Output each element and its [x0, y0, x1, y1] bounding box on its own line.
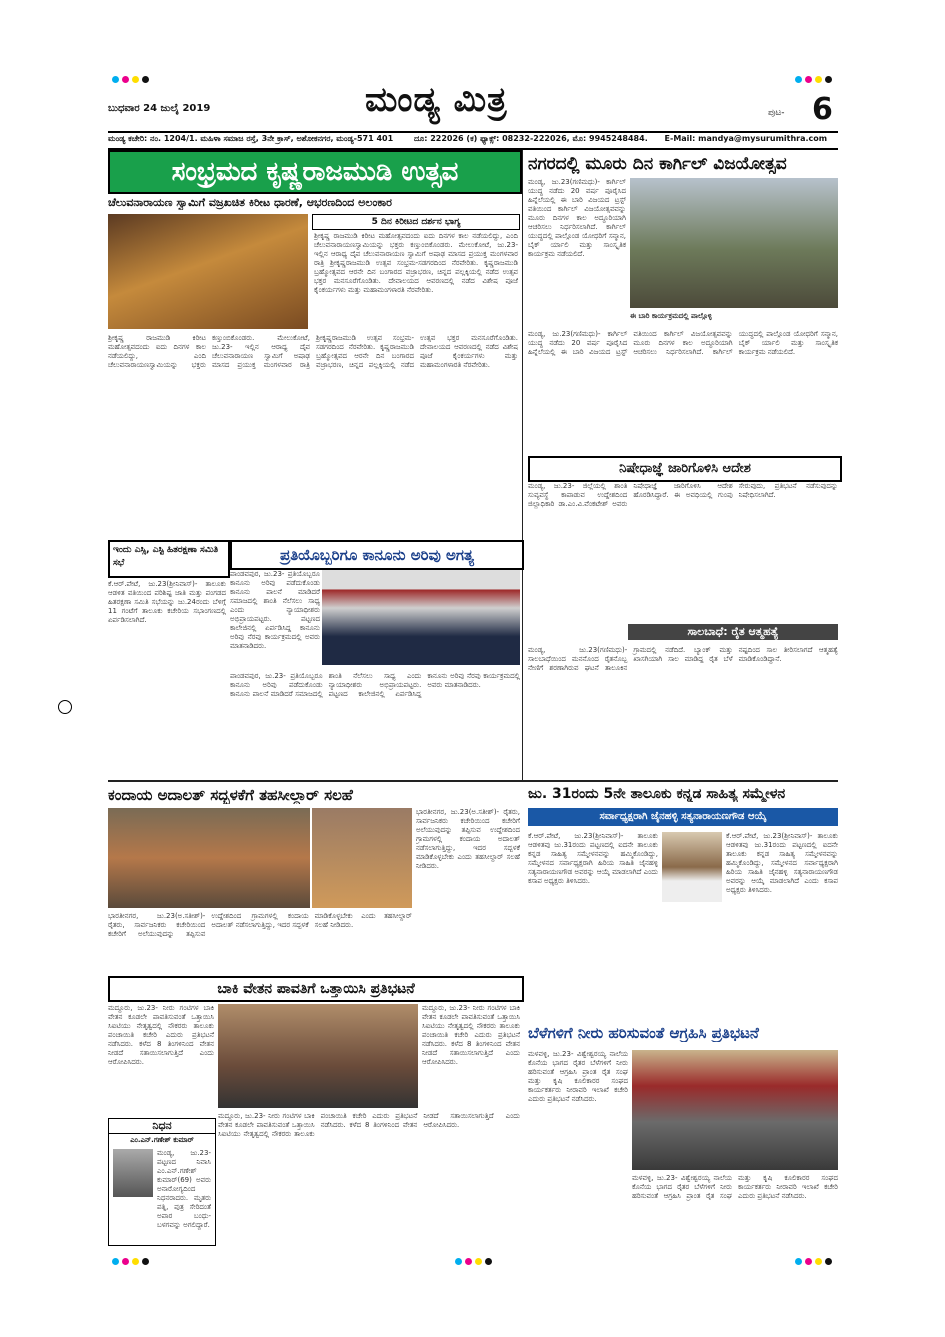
a9-body-cols: ಮದ್ದೂರು, ಜು.23- ನೀರು ಗಂಟಿಗಳ ಬಾಕಿ ವೇತನ ಕೂಡಲೇ ಪಾವತಿಸುವಂತೆ ಒತ್ತಾಯಿಸಿ ಸಿಐಟಿಯು ನೇತೃತ್ವದಲ್ಲಿ ನೌಕರರು ತಾಲೂಕು ಪಂಚಾಯಿತಿ ಕಚೇರಿ ಎದುರು ಪ್ರತಿಭಟನೆ ನಡೆಸಿದರು. ಕಳೆದ 8 ತಿಂಗಳಿನಿಂದ ವೇತನ ನೀಡದೆ ಸತಾಯಿಸಲಾಗುತ್ತಿದೆ ಎಂದು ಆರೋಪಿಸಿದರು.: [218, 1112, 520, 1138]
a4-headline-box: [230, 540, 524, 570]
a7-body-right: ಭಾರತೀನಗರ, ಜು.23(ಅ.ಸತೀಶ್)- ರೈತರು, ಸಾರ್ವಜನಿಕರು ಕಚೇರಿಯಿಂದ ಕಚೇರಿಗೆ ಅಲೆಯುವುದನ್ನು ತಪ್ಪಿಸುವ ಉದ್ದೇಶದಿಂದ ಗ್ರಾಮಗಳಲ್ಲಿ ಕಂದಾಯ ಅದಾಲತ್ ನಡೆಸಲಾಗುತ್ತಿದ್ದು, ಇದರ ಸದ್ಬಳಕೆ ಮಾಡಿಕೊಳ್ಳಬೇಕು ಎಂದು ತಹಸೀಲ್ದಾರ್ ಸಲಹೆ ನೀಡಿದರು.: [416, 808, 520, 870]
page-number-box: [768, 94, 838, 128]
a8-photo: [662, 832, 722, 902]
a3-body: ಕೆ.ಆರ್.ಪೇಟೆ, ಜು.23(ಶ್ರೀನಿವಾಸ್)- ತಾಲೂಕು ಆಡಳಿತ ವತಿಯಿಂದ ಪರಿಶಿಷ್ಟ ಜಾತಿ ಮತ್ತು ಪಂಗಡದ ಹಿತರಕ್ಷಣಾ ಸಮಿತಿ ಸಭೆಯನ್ನು ಜು.24ರಂದು ಬೆಳಿಗ್ಗೆ 11 ಗಂಟೆಗೆ ತಾಲೂಕು ಕಚೇರಿಯ ಸಭಾಂಗಣದಲ್ಲಿ ಏರ್ಪಡಿಸಲಾಗಿದೆ.: [108, 580, 226, 624]
obit-headline: ನಿಧನ: [109, 1119, 215, 1134]
a1-photo: [108, 214, 308, 329]
color-bar-top-right: [795, 68, 835, 87]
a1-body-top: ಶ್ರೀಕೃಷ್ಣ ರಾಜಮುಡಿ ಕಿರೀಟ ಮಹೋತ್ಸವದಂದು ಐದು ದಿನಗಳ ಕಾಲ ನಡೆಯಲಿದ್ದು, ಎಂದಿ ಚೆಲುವನಾರಾಯಣಸ್ವಾಮಿಯನ್ನು ಭಕ್ತರು ಕಣ್ತುಂಬಿಕೊಂಡರು. ಮೇಲುಕೋಟೆ, ಜು.23- ಇಲ್ಲಿನ ಆರಾಧ್ಯ ದೈವ ಚೆಲುವನಾರಾಯಣ ಸ್ವಾಮಿಗೆ ಅಷಾಢ ಮಾಸದ ಪ್ರಯುಕ್ತ ಮಂಗಳವಾರ ರಾತ್ರಿ ಶ್ರೀಕೃಷ್ಣರಾಜಮುಡಿ ಉತ್ಸವ ಸಂಭ್ರಮ-ಸಡಗರದಿಂದ ನೆರವೇರಿತು. ಕೃಷ್ಣರಾಜಮುಡಿ ಬ್ರಹ್ಮೋತ್ಸವದ ಆರನೇ ದಿನ ಬಂಗಾರದ ವಜ್ರಾಭರಣ, ಚಿನ್ನದ ಪಲ್ಲಕ್ಕಿಯಲ್ಲಿ ನಡೆದ ಉತ್ಸವ ಭಕ್ತರ ಮನಸೂರೆಗೊಂಡಿತು. ದೇವಾಲಯದ ಆವರಣದಲ್ಲಿ ನಡೆದ ವಿಶೇಷ ಪೂಜೆ ಕೈಂಕರ್ಯಗಳು ಮತ್ತು ಮಹಾಮಂಗಳಾರತಿ ನೆರವೇರಿತು.: [314, 232, 518, 294]
a1-body-cols: ಶ್ರೀಕೃಷ್ಣ ರಾಜಮುಡಿ ಕಿರೀಟ ಮಹೋತ್ಸವದಂದು ಐದು ದಿನಗಳ ಕಾಲ ನಡೆಯಲಿದ್ದು, ಎಂದಿ ಚೆಲುವನಾರಾಯಣಸ್ವಾಮಿಯನ್ನು ಭಕ್ತರು ಕಣ್ತುಂಬಿಕೊಂಡರು. ಮೇಲುಕೋಟೆ, ಜು.23- ಇಲ್ಲಿನ ಆರಾಧ್ಯ ದೈವ ಚೆಲುವನಾರಾಯಣ ಸ್ವಾಮಿಗೆ ಅಷಾಢ ಮಾಸದ ಪ್ರಯುಕ್ತ ಮಂಗಳವಾರ ರಾತ್ರಿ ಶ್ರೀಕೃಷ್ಣರಾಜಮುಡಿ ಉತ್ಸವ ಸಂಭ್ರಮ-ಸಡಗರದಿಂದ ನೆರವೇರಿತು. ಕೃಷ್ಣರಾಜಮುಡಿ ಬ್ರಹ್ಮೋತ್ಸವದ ಆರನೇ ದಿನ ಬಂಗಾರದ ವಜ್ರಾಭರಣ, ಚಿನ್ನದ ಪಲ್ಲಕ್ಕಿಯಲ್ಲಿ ನಡೆದ ಉತ್ಸವ ಭಕ್ತರ ಮನಸೂರೆಗೊಂಡಿತು. ದೇವಾಲಯದ ಆವರಣದಲ್ಲಿ ನಡೆದ ವಿಶೇಷ ಪೂಜೆ ಕೈಂಕರ್ಯಗಳು ಮತ್ತು ಮಹಾಮಂಗಳಾರತಿ ನೆರವೇರಿತು.: [108, 334, 518, 369]
section-rule: [108, 780, 838, 782]
a4-body-cols: ಪಾಂಡವಪುರ, ಜು.23- ಪ್ರತಿಯೊಬ್ಬರೂ ಕಾನೂನು ಅರಿವು ಪಡೆದುಕೊಂಡು ಕಾನೂನು ಪಾಲನೆ ಮಾಡಿದರೆ ಸಮಾಜದಲ್ಲಿ ಶಾಂತಿ ನೆಲೆಸಲು ಸಾಧ್ಯ ಎಂದು ನ್ಯಾಯಾಧೀಶರು ಅಭಿಪ್ರಾಯಪಟ್ಟರು. ಪಟ್ಟಣದ ಕಾಲೇಜಿನಲ್ಲಿ ಏರ್ಪಡಿಸಿದ್ದ ಕಾನೂನು ಅರಿವು ನೆರವು ಕಾರ್ಯಕ್ರಮದಲ್ಲಿ ಅವರು ಮಾತನಾಡಿದರು.: [230, 672, 520, 698]
a2-body: ಮಂಡ್ಯ, ಜು.23(ಗಣಿಮಧು)- ಕಾರ್ಗಿಲ್ ಯುದ್ಧ ನಡೆದು 20 ವರ್ಷ ಪೂರೈಸಿದ ಹಿನ್ನೆಲೆಯಲ್ಲಿ ಈ ಬಾರಿ ವಿಜಯದ ಟ್ರಸ್ಟ್ ವತಿಯಿಂದ ಕಾರ್ಗಿಲ್ ವಿಜಯೋತ್ಸವವನ್ನು ಮೂರು ದಿನಗಳ ಕಾಲ ಅದ್ಧೂರಿಯಾಗಿ ಆಚರಿಸಲು ನಿರ್ಧರಿಸಲಾಗಿದೆ. ಕಾರ್ಗಿಲ್ ಯುದ್ಧದಲ್ಲಿ ಪಾಲ್ಗೊಂಡ ಯೋಧರಿಗೆ ಸನ್ಮಾನ, ಬೈಕ್ ರ್ಯಾಲಿ ಮತ್ತು ಸಾಂಸ್ಕೃತಿಕ ಕಾರ್ಯಕ್ರಮ ನಡೆಯಲಿದೆ.: [528, 178, 626, 258]
email-text: E-Mail: mandya@mysurumithra.com: [664, 134, 828, 143]
a2-body-cols: ಮಂಡ್ಯ, ಜು.23(ಗಣಿಮಧು)- ಕಾರ್ಗಿಲ್ ಯುದ್ಧ ನಡೆದು 20 ವರ್ಷ ಪೂರೈಸಿದ ಹಿನ್ನೆಲೆಯಲ್ಲಿ ಈ ಬಾರಿ ವಿಜಯದ ಟ್ರಸ್ಟ್ ವತಿಯಿಂದ ಕಾರ್ಗಿಲ್ ವಿಜಯೋತ್ಸವವನ್ನು ಮೂರು ದಿನಗಳ ಕಾಲ ಅದ್ಧೂರಿಯಾಗಿ ಆಚರಿಸಲು ನಿರ್ಧರಿಸಲಾಗಿದೆ. ಕಾರ್ಗಿಲ್ ಯುದ್ಧದಲ್ಲಿ ಪಾಲ್ಗೊಂಡ ಯೋಧರಿಗೆ ಸನ್ಮಾನ, ಬೈಕ್ ರ್ಯಾಲಿ ಮತ್ತು ಸಾಂಸ್ಕೃತಿಕ ಕಾರ್ಯಕ್ರಮ ನಡೆಯಲಿದೆ.: [528, 330, 838, 356]
headline-banner-a1: [108, 150, 522, 194]
a9-headline: ಬಾಕಿ ವೇತನ ಪಾವತಿಗೆ ಒತ್ತಾಯಿಸಿ ಪ್ರತಿಭಟನೆ: [217, 981, 415, 997]
a5-headline: ನಿಷೇಧಾಜ್ಞೆ ಜಾರಿಗೊಳಿಸಿ ಆದೇಶ: [619, 461, 751, 476]
a5-headline-box: [528, 456, 842, 482]
phone-text: ದೂ: 222026 (ಕ) ಫ್ಯಾಕ್ಸ್: 08232-222026, ಮೊ: 9945248484.: [413, 134, 648, 143]
page-label: ಪುಟ-: [768, 108, 785, 118]
a10-headline: ಬೆಳೆಗಳಿಗೆ ನೀರು ಹರಿಸುವಂತೆ ಆಗ್ರಹಿಸಿ ಪ್ರತಿಭಟನೆ: [528, 1024, 759, 1042]
a7-photo: [108, 808, 310, 908]
color-bar-right: [795, 1250, 835, 1269]
a1-kicker-box: [312, 214, 520, 230]
a1-subhead: ಚೆಲುವನಾರಾಯಣ ಸ್ವಾಮಿಗೆ ವಜ್ರಖಚಿತ ಕಿರೀಟ ಧಾರಣೆ, ಆಭರಣದಿಂದ ಅಲಂಕಾರ: [108, 196, 392, 209]
a1-kicker: 5 ದಿನ ಕಿರೀಟದ ದರ್ಶನ ಭಾಗ್ಯ: [371, 217, 461, 227]
color-bar-mid: [455, 1250, 495, 1269]
a8-body: ಕೆ.ಆರ್.ಪೇಟೆ, ಜು.23(ಶ್ರೀನಿವಾಸ್)- ತಾಲೂಕು ಆಡಳಿತವು ಜು.31ರಂದು ಪಟ್ಟಣದಲ್ಲಿ ಐದನೇ ತಾಲೂಕು ಕನ್ನಡ ಸಾಹಿತ್ಯ ಸಮ್ಮೇಳನವನ್ನು ಹಮ್ಮಿಕೊಂಡಿದ್ದು, ಸಮ್ಮೇಳನದ ಸರ್ವಾಧ್ಯಕ್ಷರಾಗಿ ಹಿರಿಯ ಸಾಹಿತಿ ಜೈನಹಳ್ಳಿ ಸತ್ಯನಾರಾಯಣಗೌಡ ಅವರನ್ನು ಆಯ್ಕೆ ಮಾಡಲಾಗಿದೆ ಎಂದು ಕಸಾಪ ಅಧ್ಯಕ್ಷರು ತಿಳಿಸಿದರು.: [528, 832, 658, 885]
a2-headline: ನಗರದಲ್ಲಿ ಮೂರು ದಿನ ಕಾರ್ಗಿಲ್ ವಿಜಯೋತ್ಸವ: [528, 154, 787, 174]
obit-photo: [113, 1149, 153, 1197]
address-strip: [108, 131, 838, 150]
a2-photo: [630, 178, 838, 308]
a6-body: ಮಂಡ್ಯ, ಜು.23(ಗಣಿಮಧು)- ಸಾಲಬಾಧೆಯಿಂದ ಮನನೊಂದ ರೈತನೊಬ್ಬ ನೇಣಿಗೆ ಶರಣಾಗಿರುವ ಘಟನೆ ತಾಲೂಕಿನ ಗ್ರಾಮದಲ್ಲಿ ನಡೆದಿದೆ. ಬ್ಯಾಂಕ್ ಮತ್ತು ಖಾಸಗಿಯಾಗಿ ಸಾಲ ಮಾಡಿದ್ದ ರೈತ ಬೆಳೆ ನಷ್ಟದಿಂದ ಸಾಲ ತೀರಿಸಲಾಗದೆ ಆತ್ಮಹತ್ಯೆ ಮಾಡಿಕೊಂಡಿದ್ದಾನೆ.: [528, 646, 838, 672]
a9-body-left: ಮದ್ದೂರು, ಜು.23- ನೀರು ಗಂಟಿಗಳ ಬಾಕಿ ವೇತನ ಕೂಡಲೇ ಪಾವತಿಸುವಂತೆ ಒತ್ತಾಯಿಸಿ ಸಿಐಟಿಯು ನೇತೃತ್ವದಲ್ಲಿ ನೌಕರರು ತಾಲೂಕು ಪಂಚಾಯಿತಿ ಕಚೇರಿ ಎದುರು ಪ್ರತಿಭಟನೆ ನಡೆಸಿದರು. ಕಳೆದ 8 ತಿಂಗಳಿನಿಂದ ವೇತನ ನೀಡದೆ ಸತಾಯಿಸಲಾಗುತ್ತಿದೆ ಎಂದು ಆರೋಪಿಸಿದರು.: [108, 1004, 214, 1066]
a8-body-right: ಕೆ.ಆರ್.ಪೇಟೆ, ಜು.23(ಶ್ರೀನಿವಾಸ್)- ತಾಲೂಕು ಆಡಳಿತವು ಜು.31ರಂದು ಪಟ್ಟಣದಲ್ಲಿ ಐದನೇ ತಾಲೂಕು ಕನ್ನಡ ಸಾಹಿತ್ಯ ಸಮ್ಮೇಳನವನ್ನು ಹಮ್ಮಿಕೊಂಡಿದ್ದು, ಸಮ್ಮೇಳನದ ಸರ್ವಾಧ್ಯಕ್ಷರಾಗಿ ಹಿರಿಯ ಸಾಹಿತಿ ಜೈನಹಳ್ಳಿ ಸತ್ಯನಾರಾಯಣಗೌಡ ಅವರನ್ನು ಆಯ್ಕೆ ಮಾಡಲಾಗಿದೆ ಎಂದು ಕಸಾಪ ಅಧ್ಯಕ್ಷರು ತಿಳಿಸಿದರು.: [726, 832, 838, 894]
a10-photo: [632, 1050, 838, 1170]
a8-subhead: ಸರ್ವಾಧ್ಯಕ್ಷರಾಗಿ ಜೈನಹಳ್ಳಿ ಸತ್ಯನಾರಾಯಣಗೌಡ ಆಯ್ಕೆ: [528, 808, 838, 826]
a8-headline: ಜು. 31ರಂದು 5ನೇ ತಾಲೂಕು ಕನ್ನಡ ಸಾಹಿತ್ಯ ಸಮ್ಮೇಳನ: [528, 786, 786, 802]
masthead: ಮಂಡ್ಯ ಮಿತ್ರ: [365, 80, 508, 120]
a2-photo-caption: ಈ ಬಾರಿ ಕಾರ್ಯಕ್ರಮದಲ್ಲಿ ಪಾಲ್ಗೊಳ್ಳಿ: [630, 312, 712, 320]
a10-body-cols: ಮಳವಳ್ಳಿ, ಜು.23- ವಿಶ್ವೇಶ್ವರಯ್ಯ ನಾಲೆಯ ಕೊನೆಯ ಭಾಗದ ರೈತರ ಬೆಳೆಗಳಿಗೆ ನೀರು ಹರಿಸುವಂತೆ ಆಗ್ರಹಿಸಿ ಪ್ರಾಂತ ರೈತ ಸಂಘ ಮತ್ತು ಕೃಷಿ ಕೂಲಿಕಾರರ ಸಂಘದ ಕಾರ್ಯಕರ್ತರು ನೀರಾವರಿ ಇಲಾಖೆ ಕಚೇರಿ ಎದುರು ಪ್ರತಿಭಟನೆ ನಡೆಸಿದರು.: [632, 1174, 838, 1200]
color-bar-left: [112, 1250, 152, 1269]
a3-headline: ಇಂದು ಎಸ್ಸಿ, ಎಸ್ಟಿ ಹಿತರಕ್ಷಣಾ ಸಮಿತಿ ಸಭೆ: [113, 545, 219, 568]
color-bar-top-left: [112, 68, 152, 87]
a7-headline: ಕಂದಾಯ ಅದಾಲತ್ ಸದ್ಬಳಕೆಗೆ ತಹಸೀಲ್ದಾರ್ ಸಲಹೆ: [108, 786, 353, 804]
issue-date: ಬುಧವಾರ 24 ಜುಲೈ 2019: [108, 103, 211, 114]
page-number: 6: [812, 92, 833, 127]
a7-body-cols: ಭಾರತೀನಗರ, ಜು.23(ಅ.ಸತೀಶ್)- ರೈತರು, ಸಾರ್ವಜನಿಕರು ಕಚೇರಿಯಿಂದ ಕಚೇರಿಗೆ ಅಲೆಯುವುದನ್ನು ತಪ್ಪಿಸುವ ಉದ್ದೇಶದಿಂದ ಗ್ರಾಮಗಳಲ್ಲಿ ಕಂದಾಯ ಅದಾಲತ್ ನಡೆಸಲಾಗುತ್ತಿದ್ದು, ಇದರ ಸದ್ಬಳಕೆ ಮಾಡಿಕೊಳ್ಳಬೇಕು ಎಂದು ತಹಸೀಲ್ದಾರ್ ಸಲಹೆ ನೀಡಿದರು.: [108, 912, 412, 938]
a7-photo-2: [312, 808, 412, 908]
column-rule-main: [522, 150, 523, 780]
a9-body-right: ಮದ್ದೂರು, ಜು.23- ನೀರು ಗಂಟಿಗಳ ಬಾಕಿ ವೇತನ ಕೂಡಲೇ ಪಾವತಿಸುವಂತೆ ಒತ್ತಾಯಿಸಿ ಸಿಐಟಿಯು ನೇತೃತ್ವದಲ್ಲಿ ನೌಕರರು ತಾಲೂಕು ಪಂಚಾಯಿತಿ ಕಚೇರಿ ಎದುರು ಪ್ರತಿಭಟನೆ ನಡೆಸಿದರು. ಕಳೆದ 8 ತಿಂಗಳಿನಿಂದ ವೇತನ ನೀಡದೆ ಸತಾಯಿಸಲಾಗುತ್ತಿದೆ ಎಂದು ಆರೋಪಿಸಿದರು.: [422, 1004, 520, 1066]
address-text: ಮಂಡ್ಯ ಕಚೇರಿ: ನಂ. 1204/1. ಮಹಿಳಾ ಸಮಾಜ ರಸ್ತೆ, 3ನೇ ಕ್ರಾಸ್, ಅಶೋಕನಗರ, ಮಂಡ್ಯ-571 401: [108, 134, 394, 143]
a9-headline-box: [108, 976, 524, 1002]
a4-headline: ಪ್ರತಿಯೊಬ್ಬರಿಗೂ ಕಾನೂನು ಅರಿವು ಅಗತ್ಯ: [279, 546, 475, 564]
a4-body-left: ಪಾಂಡವಪುರ, ಜು.23- ಪ್ರತಿಯೊಬ್ಬರೂ ಕಾನೂನು ಅರಿವು ಪಡೆದುಕೊಂಡು ಕಾನೂನು ಪಾಲನೆ ಮಾಡಿದರೆ ಸಮಾಜದಲ್ಲಿ ಶಾಂತಿ ನೆಲೆಸಲು ಸಾಧ್ಯ ಎಂದು ನ್ಯಾಯಾಧೀಶರು ಅಭಿಪ್ರಾಯಪಟ್ಟರು. ಪಟ್ಟಣದ ಕಾಲೇಜಿನಲ್ಲಿ ಏರ್ಪಡಿಸಿದ್ದ ಕಾನೂನು ಅರಿವು ನೆರವು ಕಾರ್ಯಕ್ರಮದಲ್ಲಿ ಅವರು ಮಾತನಾಡಿದರು.: [230, 570, 320, 650]
obit-box: [108, 1118, 216, 1246]
registration-mark-left: [58, 700, 72, 714]
a9-photo: [218, 1004, 418, 1108]
a1-headline: ಸಂಭ್ರಮದ ಕೃಷ್ಣರಾಜಮುಡಿ ಉತ್ಸವ: [171, 157, 459, 187]
obit-body: ಮಂಡ್ಯ, ಜು.23- ಪಟ್ಟಣದ ನಿವಾಸಿ ಎಂ.ಎನ್.ಗಣೇಶ್ ಕುಮಾರ್(69) ಅವರು ಅನಾರೋಗ್ಯದಿಂದ ನಿಧನರಾದರು. ಮೃತರು ಪತ್ನಿ, ಪುತ್ರ ಸೇರಿದಂತೆ ಅಪಾರ ಬಂಧು-ಬಳಗವನ್ನು ಅಗಲಿದ್ದಾರೆ.: [157, 1149, 211, 1229]
a6-headline: ಸಾಲಬಾಧೆ: ರೈತ ಆತ್ಮಹತ್ಯೆ: [628, 624, 838, 640]
a5-body: ಮಂಡ್ಯ, ಜು.23- ಜಿಲ್ಲೆಯಲ್ಲಿ ಶಾಂತಿ ಸುವ್ಯವಸ್ಥೆ ಕಾಪಾಡುವ ಉದ್ದೇಶದಿಂದ ಜಿಲ್ಲಾಧಿಕಾರಿ ಡಾ.ಎಂ.ವಿ.ವೆಂಕಟೇಶ್ ಅವರು ನಿಷೇಧಾಜ್ಞೆ ಜಾರಿಗೊಳಿಸಿ ಆದೇಶ ಹೊರಡಿಸಿದ್ದಾರೆ. ಈ ಅವಧಿಯಲ್ಲಿ ಗುಂಪು ಸೇರುವುದು, ಪ್ರತಿಭಟನೆ ನಡೆಸುವುದನ್ನು ನಿಷೇಧಿಸಲಾಗಿದೆ.: [528, 482, 838, 508]
a4-photo: [322, 570, 520, 665]
a3-headline-box: [108, 540, 230, 578]
a10-body-left: ಮಳವಳ್ಳಿ, ಜು.23- ವಿಶ್ವೇಶ್ವರಯ್ಯ ನಾಲೆಯ ಕೊನೆಯ ಭಾಗದ ರೈತರ ಬೆಳೆಗಳಿಗೆ ನೀರು ಹರಿಸುವಂತೆ ಆಗ್ರಹಿಸಿ ಪ್ರಾಂತ ರೈತ ಸಂಘ ಮತ್ತು ಕೃಷಿ ಕೂಲಿಕಾರರ ಸಂಘದ ಕಾರ್ಯಕರ್ತರು ನೀರಾವರಿ ಇಲಾಖೆ ಕಚೇರಿ ಎದುರು ಪ್ರತಿಭಟನೆ ನಡೆಸಿದರು.: [528, 1050, 628, 1103]
obit-name: ಎಂ.ಎನ್.ಗಣೇಶ್ ಕುಮಾರ್: [130, 1136, 194, 1144]
